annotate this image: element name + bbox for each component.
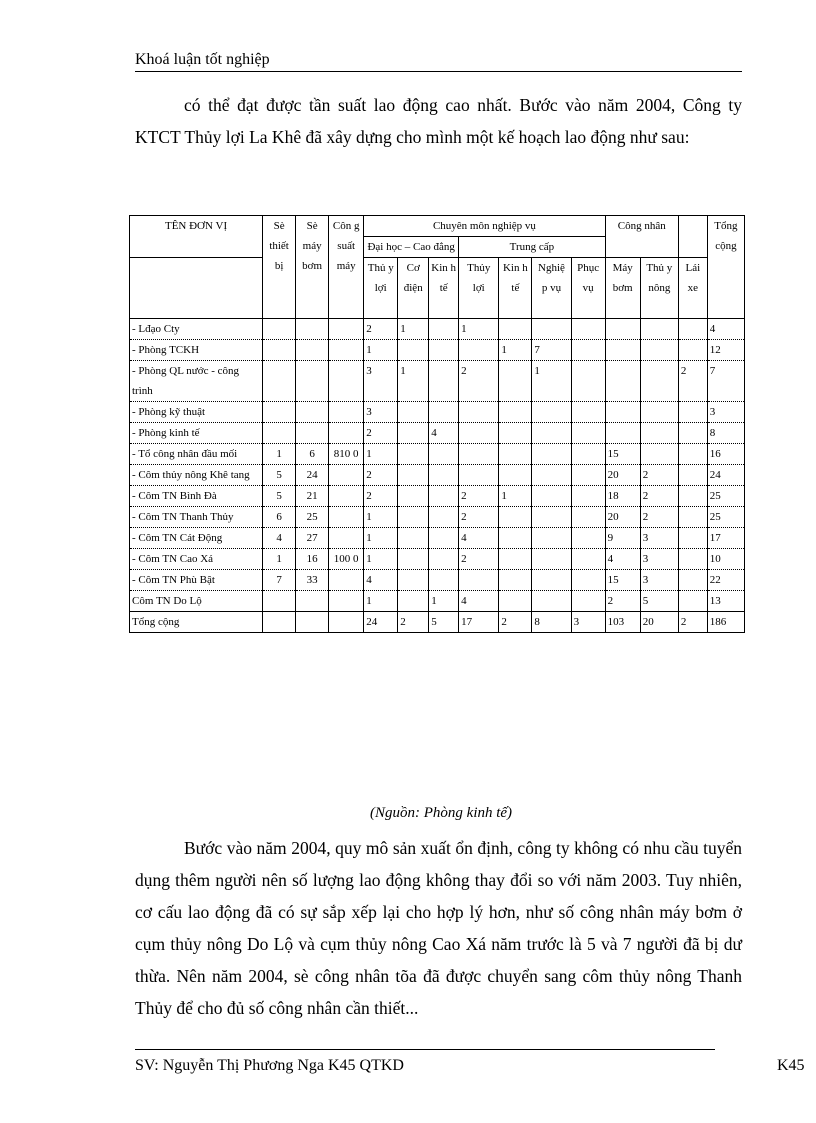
table-cell bbox=[499, 528, 532, 549]
table-cell: 20 bbox=[605, 465, 640, 486]
table-cell bbox=[571, 444, 605, 465]
table-cell bbox=[429, 570, 459, 591]
table-cell: 4 bbox=[459, 528, 499, 549]
table-cell bbox=[571, 591, 605, 612]
table-cell bbox=[296, 340, 329, 361]
table-cell: 2 bbox=[640, 486, 678, 507]
total-cell: 8 bbox=[532, 612, 571, 633]
table-cell bbox=[429, 465, 459, 486]
table-cell bbox=[429, 319, 459, 340]
table-cell bbox=[459, 444, 499, 465]
table-cell: 13 bbox=[707, 591, 744, 612]
total-cell: 186 bbox=[707, 612, 744, 633]
table-cell bbox=[429, 402, 459, 423]
col-cong-suat: Côn g suất máy bbox=[329, 216, 364, 319]
table-cell bbox=[499, 423, 532, 444]
table-cell: 810 0 bbox=[329, 444, 364, 465]
total-cell: 103 bbox=[605, 612, 640, 633]
intro-paragraph bbox=[135, 89, 742, 153]
table-row bbox=[130, 402, 745, 423]
table-cell: 7 bbox=[532, 340, 571, 361]
table-cell bbox=[429, 486, 459, 507]
table-cell: 1 bbox=[364, 444, 398, 465]
table-cell bbox=[398, 591, 429, 612]
table-cell bbox=[398, 423, 429, 444]
table-cell bbox=[678, 507, 707, 528]
table-cell bbox=[571, 361, 605, 402]
table-cell: 16 bbox=[707, 444, 744, 465]
table-cell bbox=[532, 549, 571, 570]
table-cell bbox=[532, 319, 571, 340]
table-cell bbox=[640, 444, 678, 465]
table-cell bbox=[678, 423, 707, 444]
table-cell bbox=[571, 402, 605, 423]
table-cell bbox=[398, 549, 429, 570]
col-chuyen-mon: Chuyên môn nghiệp vụ bbox=[364, 216, 605, 237]
table-row bbox=[130, 444, 745, 465]
table-cell bbox=[571, 423, 605, 444]
table-total-row bbox=[130, 612, 745, 633]
table-cell: 1 bbox=[364, 549, 398, 570]
table-cell bbox=[398, 528, 429, 549]
col-ten-don-vi-spacer bbox=[130, 258, 263, 319]
table-cell bbox=[571, 465, 605, 486]
table-cell bbox=[640, 319, 678, 340]
unit-name-cell: - Phòng TCKH bbox=[130, 340, 263, 361]
table-row bbox=[130, 549, 745, 570]
col-so-thiet-bi: Sè thiết bị bbox=[263, 216, 296, 319]
table-cell: 2 bbox=[459, 507, 499, 528]
table-row bbox=[130, 486, 745, 507]
col-tong-cong: Tổng cộng bbox=[707, 216, 744, 319]
table-cell: 27 bbox=[296, 528, 329, 549]
table-cell bbox=[429, 340, 459, 361]
table-cell: 15 bbox=[605, 570, 640, 591]
table-cell bbox=[329, 486, 364, 507]
table-cell: 5 bbox=[263, 486, 296, 507]
table-cell: 7 bbox=[263, 570, 296, 591]
table-cell bbox=[605, 361, 640, 402]
table-cell bbox=[678, 340, 707, 361]
table-cell: 5 bbox=[263, 465, 296, 486]
table-body bbox=[130, 319, 745, 612]
table-cell bbox=[296, 361, 329, 402]
table-cell bbox=[532, 591, 571, 612]
table-cell: 24 bbox=[707, 465, 744, 486]
table-cell bbox=[532, 507, 571, 528]
body-paragraph bbox=[135, 832, 742, 1024]
table-cell: 1 bbox=[459, 319, 499, 340]
table-cell bbox=[571, 319, 605, 340]
unit-name-cell: - Lđạo Cty bbox=[130, 319, 263, 340]
table-cell: 4 bbox=[605, 549, 640, 570]
table-cell bbox=[329, 361, 364, 402]
table-row bbox=[130, 591, 745, 612]
table-cell bbox=[571, 570, 605, 591]
table-row bbox=[130, 507, 745, 528]
table-cell: 1 bbox=[263, 549, 296, 570]
table-cell: 2 bbox=[605, 591, 640, 612]
unit-name-cell: - Phòng kỹ thuật bbox=[130, 402, 263, 423]
table-cell bbox=[263, 319, 296, 340]
table-cell bbox=[640, 402, 678, 423]
table-source-note: (Nguồn: Phòng kinh tế) bbox=[370, 805, 513, 821]
table-cell: 25 bbox=[707, 486, 744, 507]
table-cell: 1 bbox=[364, 340, 398, 361]
total-cell bbox=[329, 612, 364, 633]
table-cell: 4 bbox=[263, 528, 296, 549]
table-cell: 3 bbox=[364, 402, 398, 423]
table-cell: 16 bbox=[296, 549, 329, 570]
table-cell: 3 bbox=[707, 402, 744, 423]
table-cell bbox=[398, 340, 429, 361]
table-cell bbox=[678, 486, 707, 507]
table-header-row bbox=[130, 216, 745, 237]
table-cell: 17 bbox=[707, 528, 744, 549]
table-cell bbox=[678, 528, 707, 549]
total-cell bbox=[296, 612, 329, 633]
table-cell bbox=[499, 591, 532, 612]
table-cell: 6 bbox=[296, 444, 329, 465]
table-cell bbox=[398, 486, 429, 507]
table-cell: 3 bbox=[364, 361, 398, 402]
unit-name-cell: - Côm TN Cát Động bbox=[130, 528, 263, 549]
table-cell bbox=[329, 528, 364, 549]
table-cell bbox=[296, 402, 329, 423]
table-cell: 1 bbox=[429, 591, 459, 612]
table-cell bbox=[605, 319, 640, 340]
table-cell: 2 bbox=[364, 423, 398, 444]
table-cell: 24 bbox=[296, 465, 329, 486]
table-cell bbox=[605, 423, 640, 444]
table-cell: 8 bbox=[707, 423, 744, 444]
col-may-bom: Máy bơm bbox=[605, 258, 640, 319]
table-cell bbox=[398, 570, 429, 591]
col-kinh-te-1: Kin h tế bbox=[429, 258, 459, 319]
table-cell: 3 bbox=[640, 528, 678, 549]
table-cell bbox=[459, 570, 499, 591]
table-cell: 4 bbox=[707, 319, 744, 340]
table-cell bbox=[329, 319, 364, 340]
table-cell bbox=[263, 402, 296, 423]
table-cell: 3 bbox=[640, 549, 678, 570]
table-cell bbox=[678, 465, 707, 486]
body-text: Bước vào năm 2004, quy mô sản xuất ổn định, công ty không có nhu cầu tuyển dụng thêm người nên số lượng lao động không thay đổi so với năm 2003. Tuy nhiên, cơ cấu lao động đã có sự sắp xếp lại cho hợp lý hơn, như số công nhân máy bơm ở cụm thủy nông Do Lộ và cụm thủy nông Cao Xá năm trước là 5 và 7 người đã bị dư thừa. Nên năm 2004, sè công nhân tõa đã được chuyển sang côm thủy nông Thanh Thủy để cho đủ số công nhân cần thiết... bbox=[135, 838, 742, 1018]
table-cell bbox=[429, 507, 459, 528]
footer-class: K45 bbox=[777, 1057, 805, 1074]
table-row bbox=[130, 340, 745, 361]
table-cell: 2 bbox=[364, 319, 398, 340]
table-cell: 22 bbox=[707, 570, 744, 591]
table-cell: 3 bbox=[640, 570, 678, 591]
table-cell: 1 bbox=[263, 444, 296, 465]
table-cell: 1 bbox=[398, 361, 429, 402]
col-lai-xe: Lái xe bbox=[678, 258, 707, 319]
total-cell bbox=[263, 612, 296, 633]
total-cell: 20 bbox=[640, 612, 678, 633]
table-cell: 2 bbox=[640, 507, 678, 528]
table-cell bbox=[532, 423, 571, 444]
intro-text: có thể đạt được tần suất lao động cao nhất. Bước vào năm 2004, Công ty KTCT Thủy lợi La Khê đã xây dựng cho mình một kế hoạch lao động như sau: bbox=[135, 95, 742, 147]
table-cell bbox=[532, 444, 571, 465]
col-ten-don-vi: TÊN ĐƠN VỊ bbox=[130, 216, 263, 258]
table-cell: 2 bbox=[364, 486, 398, 507]
table-cell: 1 bbox=[364, 507, 398, 528]
table-cell bbox=[398, 465, 429, 486]
unit-name-cell: - Côm TN Bình Đà bbox=[130, 486, 263, 507]
col-thuy-nong: Thủ y nông bbox=[640, 258, 678, 319]
table-cell: 6 bbox=[263, 507, 296, 528]
unit-name-cell: - Côm TN Thanh Thủy bbox=[130, 507, 263, 528]
table-cell bbox=[640, 340, 678, 361]
table-cell bbox=[532, 570, 571, 591]
table-cell: 9 bbox=[605, 528, 640, 549]
table-cell: 33 bbox=[296, 570, 329, 591]
table-cell: 1 bbox=[532, 361, 571, 402]
table-cell bbox=[678, 402, 707, 423]
table-cell bbox=[459, 402, 499, 423]
unit-name-cell: Côm TN Do Lộ bbox=[130, 591, 263, 612]
table-cell: 2 bbox=[364, 465, 398, 486]
page-header: Khoá luận tốt nghiệp bbox=[135, 50, 742, 72]
col-dai-hoc: Đại học – Cao đẳng bbox=[364, 237, 459, 258]
table-cell bbox=[499, 402, 532, 423]
table-cell bbox=[499, 361, 532, 402]
col-nghiep-vu: Nghiệ p vụ bbox=[532, 258, 571, 319]
table-cell bbox=[571, 486, 605, 507]
table-cell: 10 bbox=[707, 549, 744, 570]
footer-divider bbox=[135, 1049, 715, 1050]
table-cell: 2 bbox=[678, 361, 707, 402]
table-cell: 5 bbox=[640, 591, 678, 612]
unit-name-cell: - Côm thủy nông Khê tang bbox=[130, 465, 263, 486]
table-cell: 2 bbox=[459, 549, 499, 570]
table-cell bbox=[329, 507, 364, 528]
table-cell: 100 0 bbox=[329, 549, 364, 570]
table-cell bbox=[398, 507, 429, 528]
table-cell bbox=[499, 319, 532, 340]
table-cell: 18 bbox=[605, 486, 640, 507]
table-cell: 1 bbox=[499, 486, 532, 507]
table-cell bbox=[678, 549, 707, 570]
table-cell: 12 bbox=[707, 340, 744, 361]
total-cell: 17 bbox=[459, 612, 499, 633]
total-cell: 5 bbox=[429, 612, 459, 633]
table-cell: 20 bbox=[605, 507, 640, 528]
table-cell bbox=[571, 549, 605, 570]
table-cell bbox=[459, 423, 499, 444]
total-cell: Tổng cộng bbox=[130, 612, 263, 633]
table-cell bbox=[429, 361, 459, 402]
total-cell: 2 bbox=[398, 612, 429, 633]
table-cell bbox=[459, 465, 499, 486]
table-cell bbox=[499, 444, 532, 465]
unit-name-cell: - Phòng kinh tế bbox=[130, 423, 263, 444]
table-cell bbox=[499, 465, 532, 486]
table-cell bbox=[532, 465, 571, 486]
table-cell: 7 bbox=[707, 361, 744, 402]
table-cell bbox=[499, 570, 532, 591]
table-row bbox=[130, 528, 745, 549]
table-cell bbox=[678, 319, 707, 340]
table-cell bbox=[296, 423, 329, 444]
table-cell bbox=[263, 361, 296, 402]
table-cell bbox=[263, 591, 296, 612]
table-cell: 1 bbox=[398, 319, 429, 340]
unit-name-cell: - Phòng QL nước - công trình bbox=[130, 361, 263, 402]
table-cell: 25 bbox=[296, 507, 329, 528]
table-cell bbox=[296, 319, 329, 340]
table-cell bbox=[532, 402, 571, 423]
col-kinh-te-2: Kin h tế bbox=[499, 258, 532, 319]
unit-name-cell: - Côm TN Cao Xá bbox=[130, 549, 263, 570]
table-cell bbox=[678, 444, 707, 465]
total-cell: 2 bbox=[678, 612, 707, 633]
table-row bbox=[130, 361, 745, 402]
table-cell: 15 bbox=[605, 444, 640, 465]
table-cell: 4 bbox=[429, 423, 459, 444]
table-cell bbox=[263, 423, 296, 444]
table-cell bbox=[532, 528, 571, 549]
table-row bbox=[130, 465, 745, 486]
table-cell bbox=[532, 486, 571, 507]
col-thuy-loi-2: Thủy lợi bbox=[459, 258, 499, 319]
labor-plan-table bbox=[129, 215, 745, 633]
table-row bbox=[130, 423, 745, 444]
table-cell: 4 bbox=[459, 591, 499, 612]
table-cell bbox=[459, 340, 499, 361]
table-cell bbox=[605, 340, 640, 361]
table-cell: 2 bbox=[459, 361, 499, 402]
unit-name-cell: - Côm TN Phù Bật bbox=[130, 570, 263, 591]
table-cell bbox=[640, 423, 678, 444]
table-cell bbox=[329, 402, 364, 423]
table-cell: 1 bbox=[499, 340, 532, 361]
table-cell bbox=[329, 570, 364, 591]
table-cell bbox=[429, 444, 459, 465]
table-cell bbox=[499, 549, 532, 570]
table-cell bbox=[571, 507, 605, 528]
col-so-may-bom: Sè máy bơm bbox=[296, 216, 329, 319]
table-cell: 21 bbox=[296, 486, 329, 507]
table-cell bbox=[571, 340, 605, 361]
table-cell bbox=[329, 423, 364, 444]
col-cong-nhan: Công nhân bbox=[605, 216, 678, 258]
table-header-row bbox=[130, 258, 745, 319]
table-cell: 2 bbox=[459, 486, 499, 507]
table-cell bbox=[499, 507, 532, 528]
table-cell bbox=[678, 591, 707, 612]
footer-author: SV: Nguyễn Thị Phương Nga K45 QTKD bbox=[135, 1057, 404, 1074]
table-cell bbox=[429, 549, 459, 570]
table-row bbox=[130, 570, 745, 591]
col-trung-cap: Trung cấp bbox=[459, 237, 606, 258]
table-cell: 2 bbox=[640, 465, 678, 486]
total-cell: 3 bbox=[571, 612, 605, 633]
table-cell bbox=[329, 340, 364, 361]
col-blank bbox=[678, 216, 707, 258]
table-cell: 25 bbox=[707, 507, 744, 528]
table-row bbox=[130, 319, 745, 340]
col-co-dien: Cơ điện bbox=[398, 258, 429, 319]
total-cell: 24 bbox=[364, 612, 398, 633]
col-phuc-vu: Phục vụ bbox=[571, 258, 605, 319]
total-cell: 2 bbox=[499, 612, 532, 633]
table-cell bbox=[640, 361, 678, 402]
col-thuy-loi-1: Thủ y lợi bbox=[364, 258, 398, 319]
table-cell bbox=[571, 528, 605, 549]
table-cell bbox=[329, 465, 364, 486]
table-cell: 4 bbox=[364, 570, 398, 591]
table-cell bbox=[678, 570, 707, 591]
table-cell: 1 bbox=[364, 591, 398, 612]
table-cell bbox=[329, 591, 364, 612]
table-cell bbox=[263, 340, 296, 361]
table-cell: 1 bbox=[364, 528, 398, 549]
table-cell bbox=[398, 402, 429, 423]
table-cell bbox=[605, 402, 640, 423]
table-cell bbox=[429, 528, 459, 549]
table-cell bbox=[398, 444, 429, 465]
unit-name-cell: - Tổ công nhân đầu mối bbox=[130, 444, 263, 465]
table-cell bbox=[296, 591, 329, 612]
